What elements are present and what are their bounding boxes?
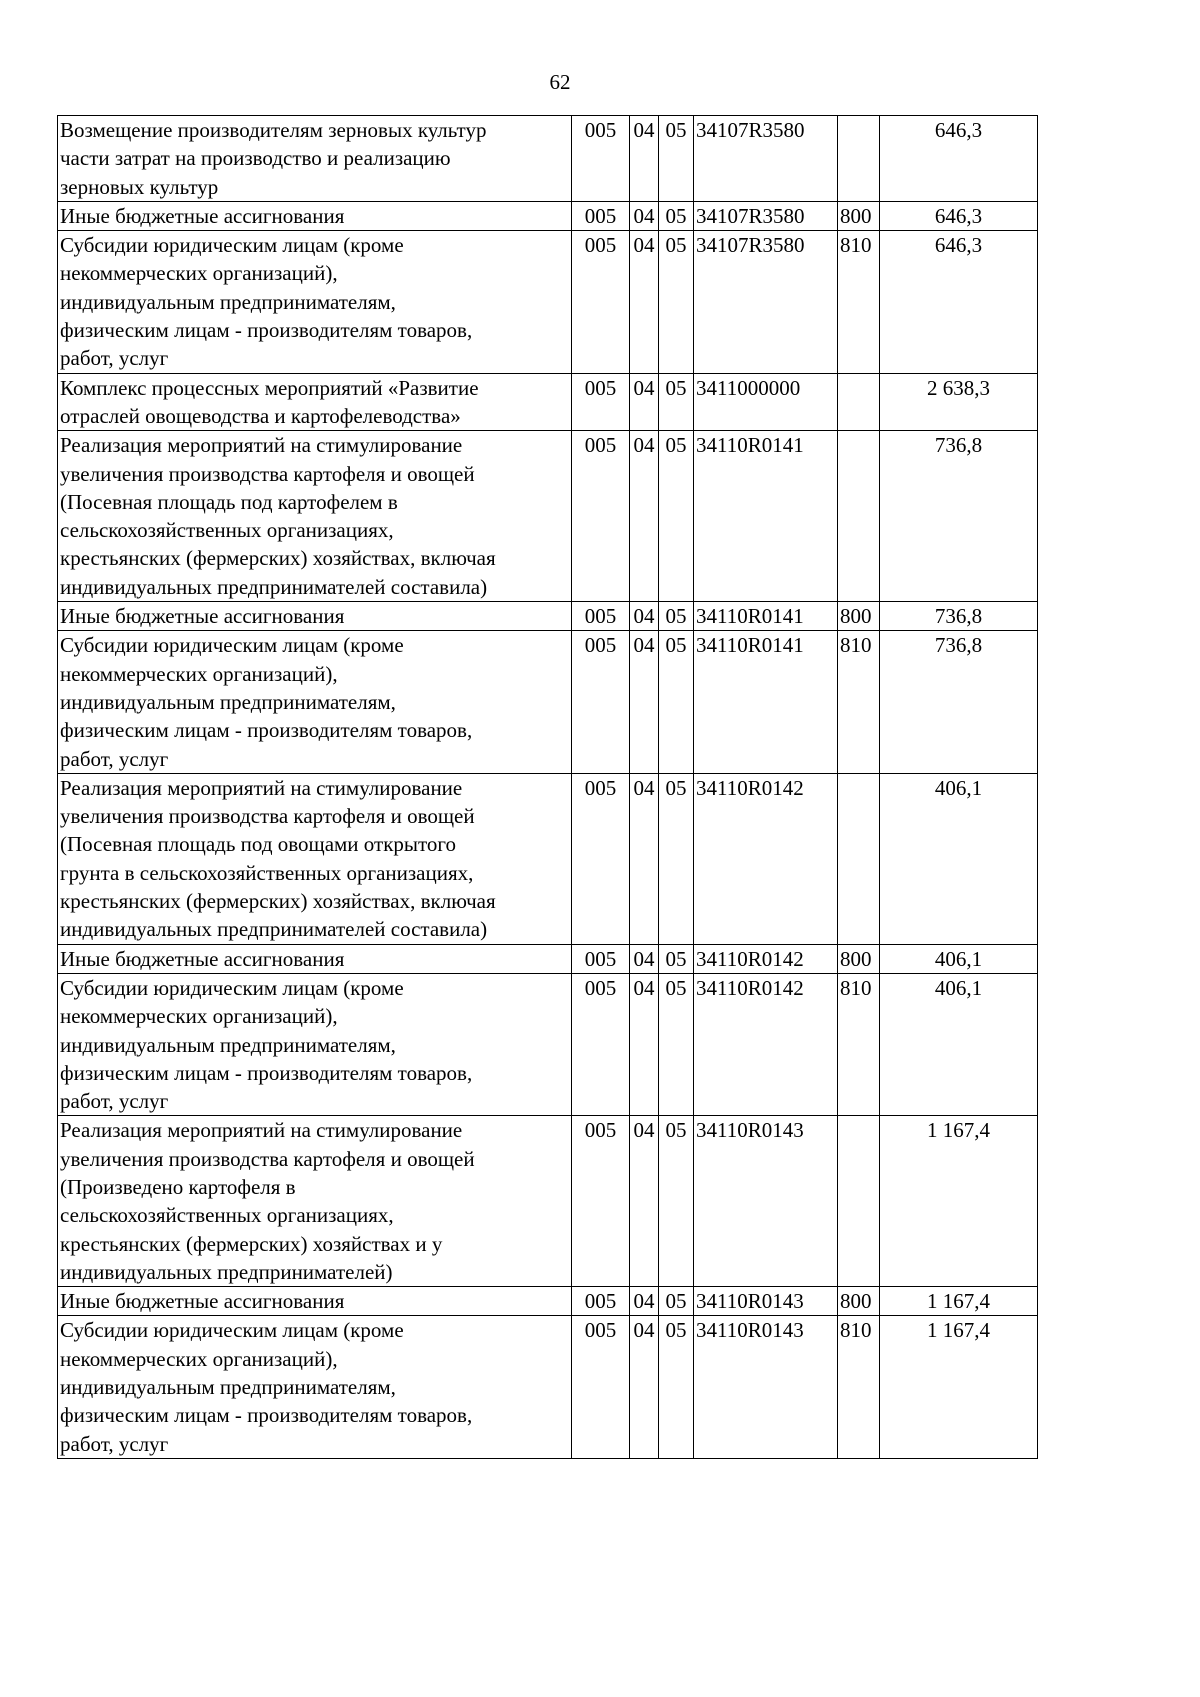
target-item-code-cell: 34110R0141	[694, 602, 838, 631]
row-name-cell	[58, 373, 572, 431]
section-code-cell: 04	[630, 373, 659, 431]
expense-type-code-cell: 810	[838, 231, 880, 373]
subsection-code-cell: 05	[659, 373, 694, 431]
row-name-line: индивидуальным предпринимателям,	[60, 1375, 396, 1400]
expense-type-code-cell: 800	[838, 1287, 880, 1316]
target-item-code-cell: 34110R0142	[694, 973, 838, 1115]
row-name-line: увеличения производства картофеля и овощей	[60, 461, 475, 486]
target-item-code-cell: 34110R0142	[694, 773, 838, 944]
row-name-line: сельскохозяйственных организациях,	[60, 1203, 394, 1228]
department-code-cell: 005	[572, 973, 630, 1115]
row-name-cell	[58, 602, 572, 631]
amount-cell: 406,1	[880, 944, 1038, 973]
row-name-line: сельскохозяйственных организациях,	[60, 518, 394, 543]
row-name-line: индивидуальным предпринимателям,	[60, 689, 396, 714]
row-name-line: Реализация мероприятий на стимулирование	[60, 1118, 463, 1143]
subsection-code-cell: 05	[659, 201, 694, 230]
target-item-code-cell: 34110R0143	[694, 1116, 838, 1287]
expense-type-code-cell	[838, 116, 880, 202]
section-code-cell: 04	[630, 631, 659, 773]
row-name-cell	[58, 1316, 572, 1458]
table-row	[58, 431, 1038, 602]
expense-type-code-cell: 810	[838, 1316, 880, 1458]
table-row	[58, 116, 1038, 202]
row-name-line: (Посевная площадь под картофелем в	[60, 489, 398, 514]
target-item-code-cell: 3411000000	[694, 373, 838, 431]
row-name-line: части затрат на производство и реализацию	[60, 146, 451, 171]
department-code-cell: 005	[572, 631, 630, 773]
subsection-code-cell: 05	[659, 431, 694, 602]
subsection-code-cell: 05	[659, 1116, 694, 1287]
department-code-cell: 005	[572, 201, 630, 230]
row-name-line: Иные бюджетные ассигнования	[60, 1289, 345, 1314]
expense-type-code-cell: 800	[838, 944, 880, 973]
section-code-cell: 04	[630, 944, 659, 973]
row-name-line: Комплекс процессных мероприятий «Развитие	[60, 375, 479, 400]
row-name-line: (Посевная площадь под овощами открытого	[60, 832, 456, 857]
target-item-code-cell: 34110R0141	[694, 631, 838, 773]
row-name-line: крестьянских (фермерских) хозяйствах и у	[60, 1231, 443, 1256]
row-name-line: индивидуальных предпринимателей составила)	[60, 574, 488, 599]
target-item-code-cell: 34110R0143	[694, 1287, 838, 1316]
subsection-code-cell: 05	[659, 231, 694, 373]
table-row	[58, 1116, 1038, 1287]
expense-type-code-cell: 800	[838, 602, 880, 631]
section-code-cell: 04	[630, 602, 659, 631]
department-code-cell: 005	[572, 1116, 630, 1287]
expense-type-code-cell	[838, 373, 880, 431]
amount-cell: 736,8	[880, 631, 1038, 773]
section-code-cell: 04	[630, 431, 659, 602]
row-name-line: Реализация мероприятий на стимулирование	[60, 775, 463, 800]
table-row	[58, 373, 1038, 431]
row-name-cell	[58, 431, 572, 602]
budget-table-body	[58, 116, 1038, 1459]
target-item-code-cell: 34107R3580	[694, 231, 838, 373]
section-code-cell: 04	[630, 231, 659, 373]
section-code-cell: 04	[630, 773, 659, 944]
subsection-code-cell: 05	[659, 773, 694, 944]
amount-cell: 1 167,4	[880, 1287, 1038, 1316]
row-name-line: зерновых культур	[60, 174, 219, 199]
table-row	[58, 602, 1038, 631]
amount-cell: 646,3	[880, 231, 1038, 373]
row-name-cell	[58, 1116, 572, 1287]
row-name-line: Иные бюджетные ассигнования	[60, 203, 345, 228]
table-row	[58, 773, 1038, 944]
subsection-code-cell: 05	[659, 1316, 694, 1458]
table-row	[58, 1316, 1038, 1458]
subsection-code-cell: 05	[659, 631, 694, 773]
page-number: 62	[549, 70, 571, 94]
section-code-cell: 04	[630, 1316, 659, 1458]
table-row	[58, 631, 1038, 773]
row-name-line: некоммерческих организаций),	[60, 1004, 338, 1029]
row-name-line: индивидуальных предпринимателей составила)	[60, 917, 488, 942]
row-name-line: индивидуальным предпринимателям,	[60, 1032, 396, 1057]
target-item-code-cell: 34110R0141	[694, 431, 838, 602]
subsection-code-cell: 05	[659, 944, 694, 973]
subsection-code-cell: 05	[659, 973, 694, 1115]
amount-cell: 406,1	[880, 773, 1038, 944]
subsection-code-cell: 05	[659, 602, 694, 631]
amount-cell: 646,3	[880, 116, 1038, 202]
target-item-code-cell: 34107R3580	[694, 116, 838, 202]
section-code-cell: 04	[630, 1287, 659, 1316]
expense-type-code-cell	[838, 1116, 880, 1287]
row-name-line: индивидуальных предпринимателей)	[60, 1259, 393, 1284]
row-name-cell	[58, 116, 572, 202]
row-name-cell	[58, 231, 572, 373]
row-name-line: увеличения производства картофеля и овощей	[60, 804, 475, 829]
table-row	[58, 944, 1038, 973]
row-name-line: физическим лицам - производителям товаров,	[60, 1403, 473, 1428]
section-code-cell: 04	[630, 973, 659, 1115]
expense-type-code-cell: 800	[838, 201, 880, 230]
budget-table	[57, 115, 1038, 1459]
row-name-cell	[58, 973, 572, 1115]
subsection-code-cell: 05	[659, 116, 694, 202]
row-name-cell	[58, 201, 572, 230]
row-name-line: Реализация мероприятий на стимулирование	[60, 433, 463, 458]
row-name-line: Субсидии юридическим лицам (кроме	[60, 1318, 404, 1343]
amount-cell: 736,8	[880, 431, 1038, 602]
row-name-line: некоммерческих организаций),	[60, 261, 338, 286]
table-row	[58, 973, 1038, 1115]
row-name-cell	[58, 631, 572, 773]
section-code-cell: 04	[630, 1116, 659, 1287]
department-code-cell: 005	[572, 231, 630, 373]
row-name-line: крестьянских (фермерских) хозяйствах, включая	[60, 546, 496, 571]
subsection-code-cell: 05	[659, 1287, 694, 1316]
table-row	[58, 1287, 1038, 1316]
target-item-code-cell: 34110R0143	[694, 1316, 838, 1458]
expense-type-code-cell	[838, 773, 880, 944]
row-name-line: индивидуальным предпринимателям,	[60, 289, 396, 314]
table-row	[58, 201, 1038, 230]
department-code-cell: 005	[572, 944, 630, 973]
row-name-cell	[58, 773, 572, 944]
section-code-cell: 04	[630, 201, 659, 230]
department-code-cell: 005	[572, 773, 630, 944]
amount-cell: 1 167,4	[880, 1116, 1038, 1287]
amount-cell: 406,1	[880, 973, 1038, 1115]
section-code-cell: 04	[630, 116, 659, 202]
amount-cell: 1 167,4	[880, 1316, 1038, 1458]
row-name-line: некоммерческих организаций),	[60, 1346, 338, 1371]
amount-cell: 2 638,3	[880, 373, 1038, 431]
target-item-code-cell: 34110R0142	[694, 944, 838, 973]
row-name-line: физическим лицам - производителям товаров,	[60, 1060, 473, 1085]
row-name-line: Субсидии юридическим лицам (кроме	[60, 233, 404, 258]
row-name-line: физическим лицам - производителям товаров,	[60, 718, 473, 743]
department-code-cell: 005	[572, 431, 630, 602]
row-name-cell	[58, 1287, 572, 1316]
row-name-line: отраслей овощеводства и картофелеводства»	[60, 403, 461, 428]
row-name-line: работ, услуг	[60, 1431, 169, 1456]
expense-type-code-cell: 810	[838, 631, 880, 773]
row-name-line: (Произведено картофеля в	[60, 1174, 296, 1199]
row-name-line: грунта в сельскохозяйственных организациях,	[60, 860, 474, 885]
department-code-cell: 005	[572, 1316, 630, 1458]
row-name-line: работ, услуг	[60, 746, 169, 771]
department-code-cell: 005	[572, 373, 630, 431]
target-item-code-cell: 34107R3580	[694, 201, 838, 230]
expense-type-code-cell	[838, 431, 880, 602]
row-name-line: увеличения производства картофеля и овощей	[60, 1146, 475, 1171]
row-name-cell	[58, 944, 572, 973]
amount-cell: 736,8	[880, 602, 1038, 631]
row-name-line: Иные бюджетные ассигнования	[60, 946, 345, 971]
row-name-line: крестьянских (фермерских) хозяйствах, включая	[60, 889, 496, 914]
department-code-cell: 005	[572, 1287, 630, 1316]
row-name-line: Возмещение производителям зерновых культур	[60, 118, 487, 142]
row-name-line: Иные бюджетные ассигнования	[60, 604, 345, 629]
expense-type-code-cell: 810	[838, 973, 880, 1115]
amount-cell: 646,3	[880, 201, 1038, 230]
table-row	[58, 231, 1038, 373]
row-name-line: некоммерческих организаций),	[60, 661, 338, 686]
row-name-line: работ, услуг	[60, 346, 169, 371]
row-name-line: физическим лицам - производителям товаров,	[60, 318, 473, 343]
department-code-cell: 005	[572, 602, 630, 631]
department-code-cell: 005	[572, 116, 630, 202]
row-name-line: Субсидии юридическим лицам (кроме	[60, 975, 404, 1000]
row-name-line: работ, услуг	[60, 1089, 169, 1114]
row-name-line: Субсидии юридическим лицам (кроме	[60, 633, 404, 658]
